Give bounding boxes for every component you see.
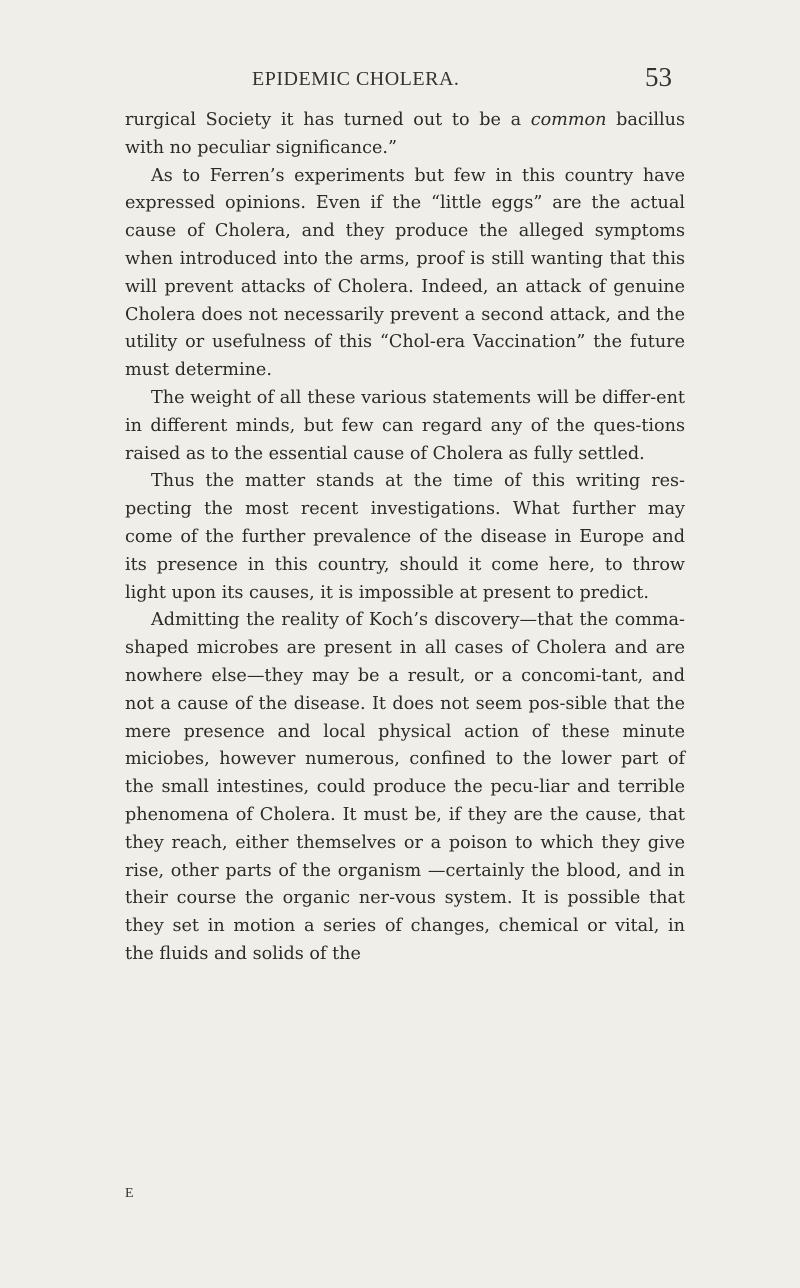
paragraph-continuation: [125, 107, 685, 163]
paragraph: The weight of all these various statements will be differ-ent in different minds, but few can regard any of the ques-tions raised as to the essential cause of Cholera as fully settled.: [125, 387, 685, 464]
emphasized-word: common: [530, 110, 607, 130]
signature-mark: E: [125, 1186, 134, 1201]
body-text: [125, 107, 685, 969]
running-title: EPIDEMIC CHOLERA.: [252, 68, 460, 90]
paragraph: As to Ferren’s experiments but few in this country have expressed opinions. Even if the “little eggs” are the actual cause of Cholera, and they produce the alleged symptoms when introduced into the arms, proof is still wanting that this will prevent attacks of Cholera. Indeed, an attack of genuine Cholera does not necessarily prevent a second attack, and the utility or usefulness of this “Chol-era Vaccination” the future must determine.: [125, 165, 685, 381]
paragraph: Thus the matter stands at the time of this writing res-pecting the most recent investigations. What further may come of the further prevalence of the disease in Europe and its presence in this country, should it come here, to throw light upon its causes, it is impossible at present to predict.: [125, 471, 685, 603]
paragraph: Admitting the reality of Koch’s discovery—that the comma-shaped microbes are present in all cases of Cholera and are nowhere else—they may be a result, or a concomi-tant, and not a cause of the disease. It does not seem pos-sible that the mere presence and local physical action of these minute miciobes, however numerous, confined to the lower part of the small intestines, could produce the pecu-liar and terrible phenomena of Cholera. It must be, if they are the cause, that they reach, either themselves or a poison to which they give rise, other parts of the organism —certainly the blood, and in their course the organic ner-vous system. It is possible that they set in motion a series of changes, chemical or vital, in the fluids and solids of the: [125, 610, 685, 964]
paragraph-text: rurgical Society it has turned out to be a: [125, 110, 531, 130]
page-number: 53: [645, 62, 672, 92]
paragraph-text: bacillus with no peculiar significance.”: [125, 110, 685, 158]
